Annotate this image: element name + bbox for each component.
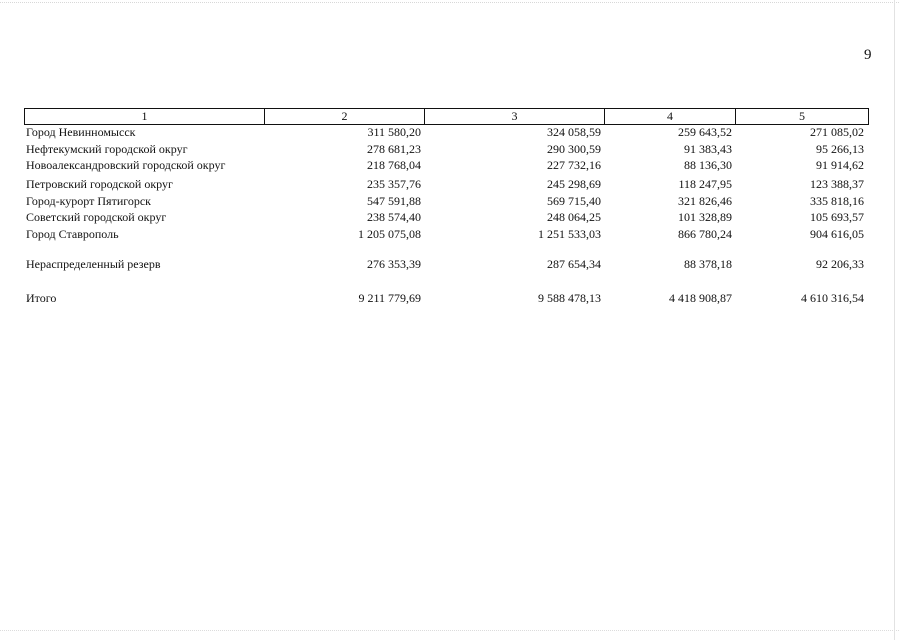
row-value-col4: 4 418 908,87 [669,291,732,305]
row-value-col2: 276 353,39 [367,257,421,271]
table-row [24,177,869,192]
row-value-col5: 904 616,05 [810,227,864,241]
table-row [24,257,869,272]
row-value-col5: 105 693,57 [810,210,864,224]
scan-edge-top [0,2,899,3]
row-value-col5: 92 206,33 [816,257,864,271]
row-name: Итого [26,291,57,305]
page-number: 9 [864,47,872,63]
row-value-col4: 321 826,46 [678,194,732,208]
row-value-col5: 91 914,62 [816,158,864,172]
row-value-col4: 88 136,30 [684,158,732,172]
row-value-col5: 271 085,02 [810,125,864,139]
table-row [24,227,869,242]
row-value-col5: 335 818,16 [810,194,864,208]
table-row [24,194,869,209]
row-value-col4: 866 780,24 [678,227,732,241]
row-value-col3: 245 298,69 [547,177,601,191]
row-name: Новоалександровский городской округ [26,158,226,172]
scan-edge-right [894,0,895,640]
row-value-col4: 91 383,43 [684,142,732,156]
row-name: Петровский городской округ [26,177,173,191]
column-header-5: 5 [799,109,805,123]
row-value-col2: 311 580,20 [367,125,421,139]
row-value-col3: 227 732,16 [547,158,601,172]
scan-edge-bottom [0,630,899,631]
column-header-2: 2 [265,109,425,124]
table-header [24,108,869,125]
row-name: Нефтекумский городской округ [26,142,188,156]
row-name: Нераспределенный резерв [26,257,161,271]
row-value-col2: 547 591,88 [367,194,421,208]
row-value-col2: 278 681,23 [367,142,421,156]
row-value-col3: 287 654,34 [547,257,601,271]
table-row [24,210,869,225]
row-name: Город Ставрополь [26,227,119,241]
row-value-col4: 118 247,95 [678,177,732,191]
column-header-1: 1 [25,109,265,124]
row-value-col5: 123 388,37 [810,177,864,191]
table-row [24,142,869,157]
row-value-col2: 238 574,40 [367,210,421,224]
row-value-col3: 248 064,25 [547,210,601,224]
row-value-col3: 569 715,40 [547,194,601,208]
row-name: Советский городской округ [26,210,167,224]
row-value-col5: 95 266,13 [816,142,864,156]
row-value-col5: 4 610 316,54 [801,291,864,305]
row-name: Город-курорт Пятигорск [26,194,152,208]
row-name: Город Невинномысск [26,125,136,139]
row-value-col3: 1 251 533,03 [538,227,601,241]
row-value-col3: 324 058,59 [547,125,601,139]
row-value-col2: 218 768,04 [367,158,421,172]
table-row [24,158,869,173]
row-value-col4: 101 328,89 [678,210,732,224]
table-row-total [24,291,869,306]
row-value-col4: 259 643,52 [678,125,732,139]
row-value-col2: 9 211 779,69 [358,291,421,305]
row-value-col4: 88 378,18 [684,257,732,271]
column-header-4: 4 [605,109,736,124]
table-row [24,125,869,140]
row-value-col3: 9 588 478,13 [538,291,601,305]
row-value-col2: 235 357,76 [367,177,421,191]
column-header-3: 3 [425,109,605,124]
row-value-col3: 290 300,59 [547,142,601,156]
row-value-col2: 1 205 075,08 [358,227,421,241]
